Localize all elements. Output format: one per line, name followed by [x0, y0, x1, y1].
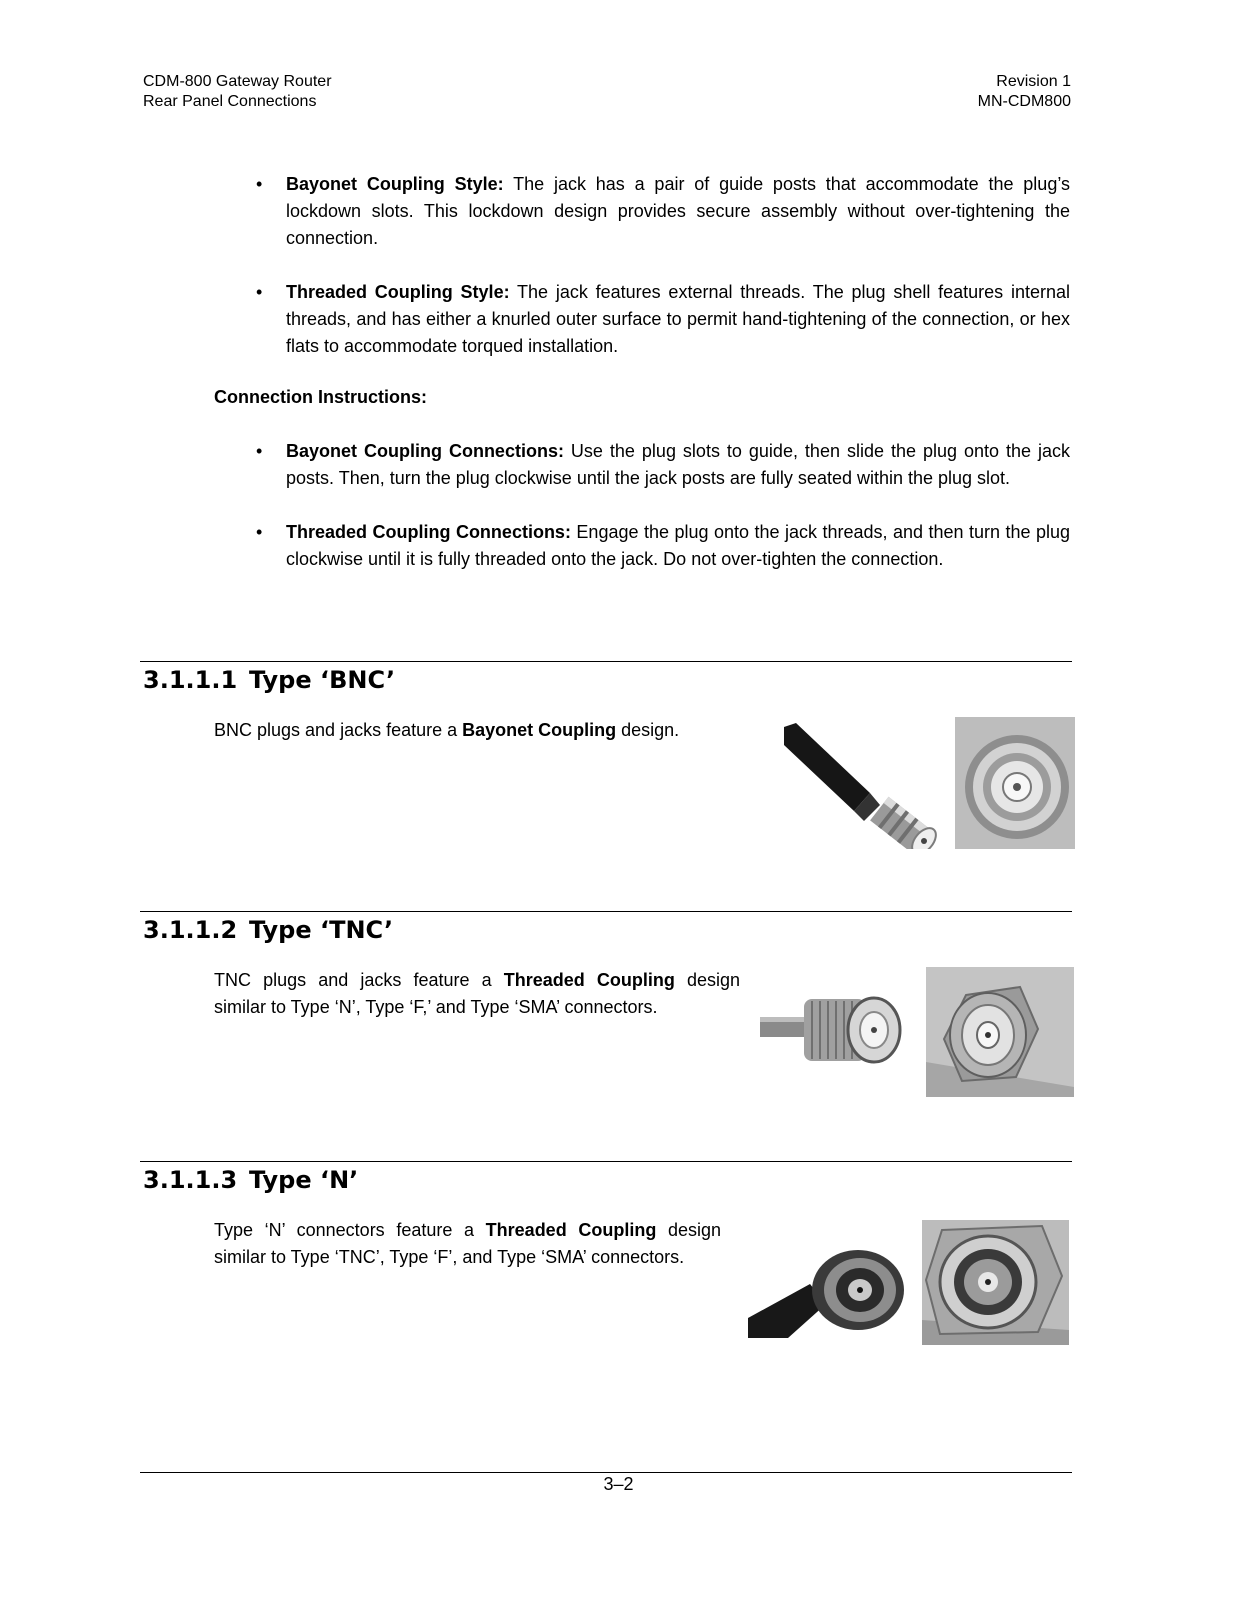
section-heading-bnc	[143, 665, 395, 695]
section-heading-tnc	[143, 915, 393, 945]
list-item-term: Bayonet Coupling Style:	[286, 174, 504, 194]
section-rule	[140, 661, 1072, 662]
section-rule	[140, 1161, 1072, 1162]
list-item-text: The jack features external threads. The plug shell features internal threads, and has either a knurled outer surface to permit hand-tightening of the connection, or hex flats to accommodate torqued installation.	[286, 282, 1070, 356]
header-revision: Revision 1	[996, 73, 1071, 90]
running-header-left	[143, 72, 332, 112]
list-item	[250, 519, 1070, 573]
list-item-text: The jack has a pair of guide posts that accommodate the plug’s lockdown slots. This lockdown design provides secure assembly without over-tightening the connection.	[286, 174, 1071, 248]
list-item-text: Engage the plug onto the jack threads, and then turn the plug clockwise until it is fully threaded onto the jack. Do not over-tighten the connection.	[286, 522, 1070, 569]
header-manual-number: MN-CDM800	[977, 93, 1071, 110]
section-rule	[140, 911, 1072, 912]
tnc-plug-photo	[760, 993, 905, 1069]
list-item	[250, 171, 1070, 252]
header-chapter-name: Rear Panel Connections	[143, 93, 317, 110]
section-title: Type ‘TNC’	[249, 916, 394, 944]
section-heading-n	[143, 1165, 358, 1195]
list-item-term: Bayonet Coupling Connections:	[286, 441, 564, 461]
section-number: 3.1.1.3	[143, 1166, 238, 1194]
list-item	[250, 438, 1070, 492]
bullet-icon: •	[256, 174, 263, 194]
header-product-name: CDM-800 Gateway Router	[143, 73, 332, 90]
connection-instructions-list	[250, 438, 1070, 600]
tnc-jack-photo	[926, 967, 1074, 1097]
list-item	[250, 279, 1070, 360]
section-paragraph-tnc: TNC plugs and jacks feature a Threaded Coupling design similar to Type ‘N’, Type ‘F,’ and Type ‘SMA’ connectors.	[214, 970, 741, 1017]
coupling-style-list	[250, 171, 1070, 387]
section-paragraph-bnc: BNC plugs and jacks feature a Bayonet Coupling design.	[214, 720, 680, 740]
n-plug-photo	[748, 1248, 906, 1338]
section-number: 3.1.1.2	[143, 916, 238, 944]
bullet-icon: •	[256, 282, 263, 302]
list-item-term: Threaded Coupling Style:	[286, 282, 510, 302]
section-title: Type ‘N’	[249, 1166, 359, 1194]
bnc-jack-photo	[955, 717, 1075, 849]
bullet-icon: •	[256, 441, 263, 461]
list-item-text: Use the plug slots to guide, then slide the plug onto the jack posts. Then, turn the plug clockwise until the jack posts are fully seated within the plug slot.	[286, 441, 1070, 488]
n-jack-photo	[922, 1220, 1069, 1345]
connection-instructions-heading: Connection Instructions:	[214, 387, 427, 407]
running-header-right	[978, 72, 1071, 112]
section-paragraph-n: Type ‘N’ connectors feature a Threaded Coupling design similar to Type ‘TNC’, Type ‘F’, and Type ‘SMA’ connectors.	[214, 1220, 721, 1267]
bullet-icon: •	[256, 522, 263, 542]
page-number: 3–2	[603, 1474, 634, 1494]
list-item-term: Threaded Coupling Connections:	[286, 522, 571, 542]
section-number: 3.1.1.1	[143, 666, 238, 694]
bnc-plug-photo	[784, 719, 940, 849]
footer-rule	[140, 1472, 1072, 1473]
section-title: Type ‘BNC’	[249, 666, 396, 694]
